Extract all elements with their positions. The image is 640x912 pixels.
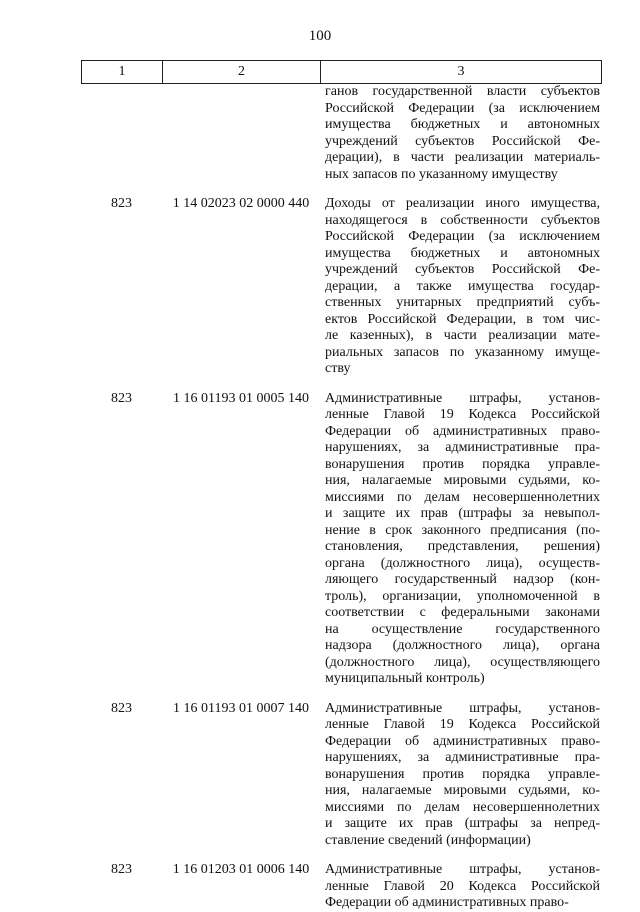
description-line: соответствии с федеральными законами [325, 605, 600, 620]
description-line: Российской Федерации (за исключением [325, 229, 600, 244]
description-line: органа (должностного лица), осуществ- [325, 555, 600, 571]
description-line: надзора (должностного лица), органа [325, 638, 600, 653]
description-line: ния, налагаемые мировыми судьями, ко- [325, 473, 600, 488]
column-header-1: 1 [82, 61, 163, 84]
description-cell [325, 862, 600, 912]
table-row [0, 862, 640, 912]
description-line: Российской Федерации (за исключением [325, 100, 600, 116]
description-line: ганов государственной власти субъектов [325, 84, 600, 99]
description-line: Административные штрафы, установ- [325, 700, 600, 716]
page-number: 100 [308, 28, 332, 44]
description-line: ству [325, 361, 351, 376]
description-line: ленные Главой 19 Кодекса Российской [325, 407, 600, 422]
budget-code-cell: 1 16 01203 01 0006 140 [172, 862, 310, 877]
admin-code-cell: 823 [111, 196, 132, 211]
revenue-code-list [0, 84, 640, 912]
description-line: ных запасов по указанному имуществу [325, 166, 558, 182]
description-cell [325, 701, 600, 850]
description-line: нение в срок законного предписания (по- [325, 522, 600, 538]
description-line: ния, налагаемые мировыми судьями, ко- [325, 783, 600, 798]
description-line: Доходы от реализации иного имущества, [325, 196, 600, 211]
description-line: риальных запасов по указанному имуще- [325, 344, 600, 360]
description-line: становления, представления, решения) [325, 539, 600, 554]
admin-code-cell: 823 [111, 700, 132, 716]
description-line: ставление сведений (информации) [325, 832, 531, 848]
description-cell [325, 196, 600, 378]
description-line: ляющего государственный надзор (кон- [325, 572, 600, 587]
table-row [0, 391, 640, 688]
description-line: вонарушения против порядка управле- [325, 766, 600, 782]
description-line: миссиями по делам несовершеннолетних [325, 799, 600, 815]
description-line: ленные Главой 19 Кодекса Российской [325, 717, 600, 732]
budget-code-cell: 1 16 01193 01 0005 140 [173, 390, 309, 406]
description-line: Федерации об административных право- [325, 423, 600, 439]
description-line: Федерации об административных право- [325, 895, 569, 910]
description-line: дерации), в части реализации материаль- [325, 150, 600, 165]
description-line: ектов Российской Федерации, в том чис- [325, 311, 600, 327]
description-line: находящегося в собственности субъектов [325, 212, 600, 228]
column-header-row [82, 61, 602, 84]
description-line: троль), организации, уполномоченной в [325, 588, 600, 604]
column-header-3: 3 [321, 61, 602, 84]
description-line: имущества бюджетных и автономных [325, 117, 600, 132]
description-line: учреждений субъектов Российской Фе- [325, 133, 600, 149]
description-line: учреждений субъектов Российской Фе- [325, 262, 600, 277]
description-line: ственных унитарных предприятий субъ- [325, 295, 600, 310]
column-header-table [81, 60, 602, 84]
description-line: ле казенных), в части реализации мате- [325, 328, 600, 343]
budget-code-cell: 1 16 01193 01 0007 140 [173, 700, 309, 716]
description-line: дерации, а также имущества государ- [325, 278, 600, 294]
description-line: Административные штрафы, установ- [325, 390, 600, 406]
description-line: ленные Главой 20 Кодекса Российской [325, 878, 600, 894]
table-row [0, 84, 640, 183]
admin-code-cell: 823 [111, 862, 132, 877]
description-line: и защите их прав (штрафы за невыпол- [325, 506, 600, 521]
description-line: на осуществление государственного [325, 621, 600, 637]
description-cell [325, 84, 600, 183]
description-line: нарушениях, за административные пра- [325, 440, 600, 455]
table-row [0, 196, 640, 378]
description-line: миссиями по делам несовершеннолетних [325, 489, 600, 505]
description-line: имущества бюджетных и автономных [325, 245, 600, 261]
column-header-2: 2 [163, 61, 321, 84]
table-row [0, 701, 640, 850]
description-line: (должностного лица), осуществляющего [325, 654, 600, 670]
description-line: Федерации об административных право- [325, 733, 600, 749]
description-line: нарушениях, за административные пра- [325, 750, 600, 765]
admin-code-cell: 823 [111, 390, 132, 406]
description-line: муниципальный контроль) [325, 671, 485, 686]
description-line: Административные штрафы, установ- [325, 862, 600, 877]
budget-code-cell: 1 14 02023 02 0000 440 [172, 196, 310, 211]
description-line: и защите их прав (штрафы за непред- [325, 816, 600, 831]
description-line: вонарушения против порядка управле- [325, 456, 600, 472]
description-cell [325, 391, 600, 688]
